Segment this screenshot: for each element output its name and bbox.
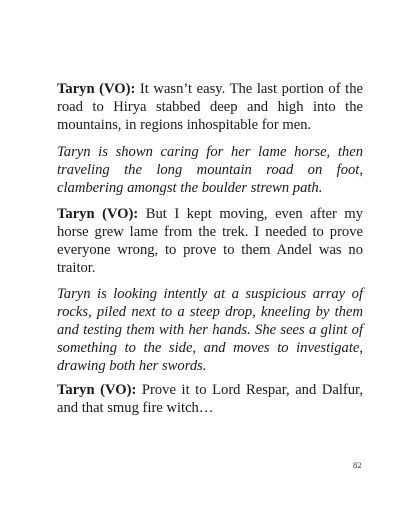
speaker-name: Taryn (VO):: [57, 81, 136, 97]
dialogue-paragraph-2: [57, 205, 363, 277]
action-paragraph-2: Taryn is looking intently at a suspicious array of rocks, piled next to a steep drop, kneeling by them and testing them with her hands. She sees a glint of something to the side, and moves to investigate, drawing both her swords.: [57, 286, 363, 374]
speaker-name: Taryn (VO):: [57, 382, 137, 398]
dialogue-text: It wasn’t easy. The last portion of the road to Hirya stabbed deep and high into the mountains, in regions inhospitable for men.: [57, 81, 363, 133]
dialogue-paragraph-1: [57, 80, 363, 134]
speaker-name: Taryn (VO):: [57, 206, 139, 222]
dialogue-paragraph-3: [57, 381, 363, 417]
page-number: 82: [353, 460, 362, 470]
action-paragraph-1: Taryn is shown caring for her lame horse, then traveling the long mountain road on foot, clambering amongst the boulder strewn path.: [57, 144, 363, 196]
dialogue-text: Prove it to Lord Respar, and Dalfur, and that smug fire witch…: [57, 382, 363, 416]
dialogue-text: But I kept moving, even after my horse grew lame from the trek. I needed to prove everyone wrong, to prove to them Andel was no traitor.: [57, 206, 363, 276]
